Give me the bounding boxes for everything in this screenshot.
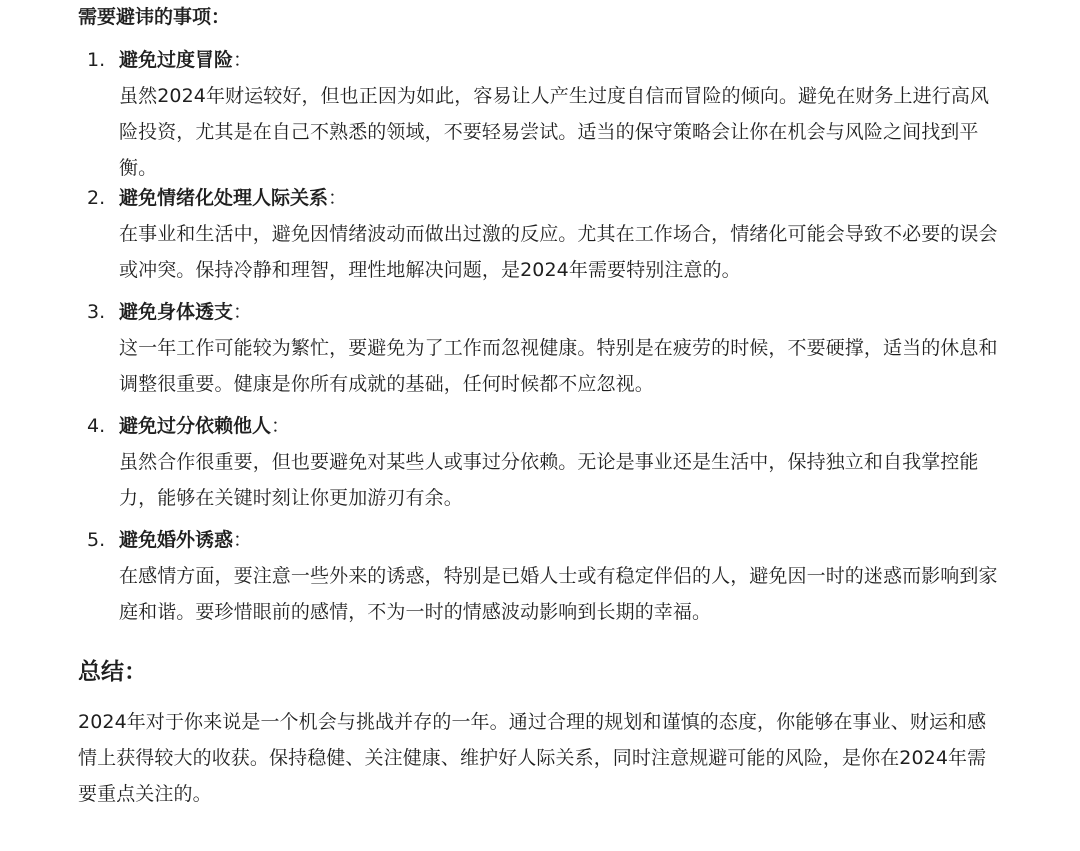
list-item	[78, 408, 998, 510]
item-title-line	[119, 42, 998, 78]
avoid-list	[78, 42, 998, 624]
item-title: 避免情绪化处理人际关系	[119, 187, 329, 209]
item-number: 2.	[87, 187, 106, 209]
item-colon: ：	[271, 415, 291, 437]
list-item	[78, 180, 998, 282]
item-title-line	[119, 294, 998, 330]
item-body: 在感情方面，要注意一些外来的诱惑，特别是已婚人士或有稳定伴侣的人，避免因一时的迷惑而影响到家庭和谐。要珍惜眼前的感情，不为一时的情感波动影响到长期的幸福。	[119, 565, 998, 623]
list-item	[78, 42, 998, 179]
item-title: 避免身体透支	[119, 301, 234, 323]
item-title: 避免婚外诱惑	[119, 529, 234, 551]
section-heading: 需要避讳的事项：	[78, 6, 231, 28]
item-title-line	[119, 522, 998, 558]
item-colon: ：	[233, 49, 253, 71]
item-colon: ：	[233, 529, 253, 551]
item-number: 5.	[87, 529, 106, 551]
list-item	[78, 294, 998, 396]
item-number: 1.	[87, 49, 106, 71]
summary-body: 2024年对于你来说是一个机会与挑战并存的一年。通过合理的规划和谨慎的态度，你能够在事业、财运和感情上获得较大的收获。保持稳健、关注健康、维护好人际关系，同时注意规避可能的风险，是你在2024年需要重点关注的。	[78, 711, 987, 805]
item-colon: ：	[233, 301, 253, 323]
item-number: 3.	[87, 301, 106, 323]
item-title: 避免过分依赖他人	[119, 415, 272, 437]
item-title: 避免过度冒险	[119, 49, 234, 71]
list-item	[78, 522, 998, 624]
item-colon: ：	[328, 187, 348, 209]
item-title-line	[119, 180, 998, 216]
item-body: 在事业和生活中，避免因情绪波动而做出过激的反应。尤其在工作场合，情绪化可能会导致不必要的误会或冲突。保持冷静和理智，理性地解决问题，是2024年需要特别注意的。	[119, 223, 998, 281]
item-body: 虽然2024年财运较好，但也正因为如此，容易让人产生过度自信而冒险的倾向。避免在财务上进行高风险投资，尤其是在自己不熟悉的领域，不要轻易尝试。适当的保守策略会让你在机会与风险之间找到平衡。	[119, 85, 990, 179]
item-number: 4.	[87, 415, 106, 437]
summary-heading: 总结：	[78, 659, 147, 685]
item-body: 这一年工作可能较为繁忙，要避免为了工作而忽视健康。特别是在疲劳的时候，不要硬撑，适当的休息和调整很重要。健康是你所有成就的基础，任何时候都不应忽视。	[119, 337, 998, 395]
item-body: 虽然合作很重要，但也要避免对某些人或事过分依赖。无论是事业还是生活中，保持独立和自我掌控能力，能够在关键时刻让你更加游刃有余。	[119, 451, 979, 509]
document-content	[78, 0, 998, 812]
item-title-line	[119, 408, 998, 444]
